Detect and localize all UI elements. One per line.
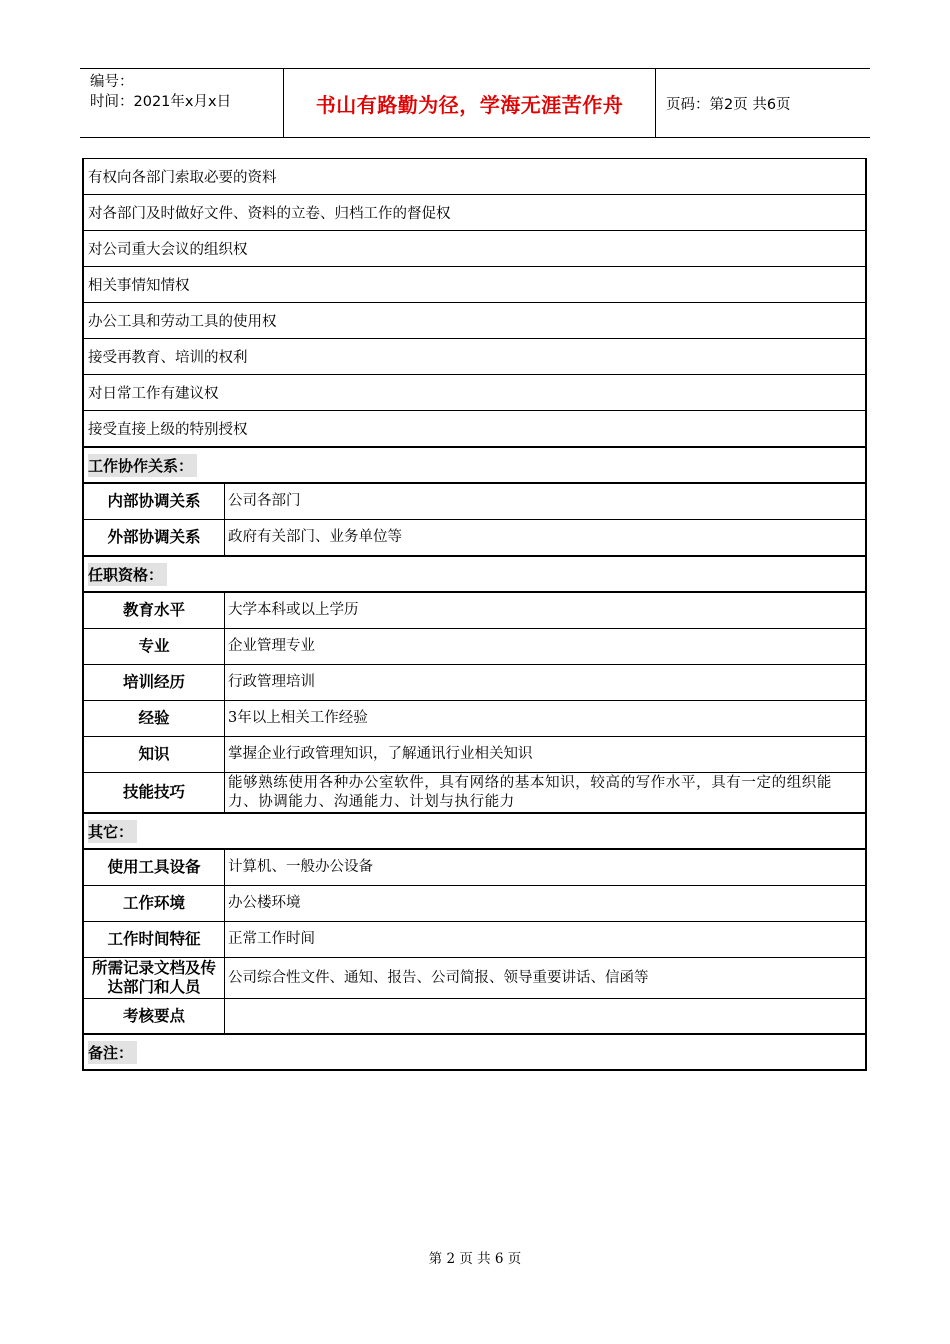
field-value: 计算机、一般办公设备 <box>228 859 373 875</box>
field-value: 能够熟练使用各种办公室软件，具有网络的基本知识，较高的写作水平，具有一定的组织能力、协调能力、沟通能力、计划与执行能力 <box>228 775 832 810</box>
header-motto: 书山有路勤为径，学海无涯苦作舟 <box>283 69 656 137</box>
job-description-table <box>82 158 867 1071</box>
field-value: 公司综合性文件、通知、报告、公司简报、领导重要讲话、信函等 <box>228 969 649 986</box>
table-row <box>84 195 865 231</box>
right-item: 对公司重大会议的组织权 <box>88 242 248 258</box>
field-label: 专业 <box>84 629 225 664</box>
table-row <box>84 231 865 267</box>
header-page-number: 页码：第2页 共6页 <box>666 96 791 113</box>
field-label: 工作时间特征 <box>84 922 225 957</box>
right-item: 有权向各部门索取必要的资料 <box>88 170 277 186</box>
field-value: 公司各部门 <box>228 493 301 509</box>
section-header-other <box>84 814 865 850</box>
right-item: 对各部门及时做好文件、资料的立卷、归档工作的督促权 <box>88 206 451 222</box>
table-row <box>84 159 865 195</box>
right-item: 接受直接上级的特别授权 <box>88 422 248 438</box>
table-row <box>84 737 865 773</box>
section-title: 备注： <box>88 1041 137 1064</box>
field-value: 办公楼环境 <box>228 895 301 911</box>
table-row <box>84 850 865 886</box>
right-item: 接受再教育、培训的权利 <box>88 350 248 366</box>
table-row <box>84 701 865 737</box>
field-label: 所需记录文档及传达部门和人员 <box>84 958 225 998</box>
field-value: 企业管理专业 <box>228 638 315 654</box>
section-header-qualification <box>84 557 865 593</box>
right-item: 办公工具和劳动工具的使用权 <box>88 314 277 330</box>
field-label: 经验 <box>84 701 225 736</box>
field-label: 工作环境 <box>84 886 225 921</box>
table-row <box>84 303 865 339</box>
page-footer: 第 2 页 共 6 页 <box>428 1251 522 1267</box>
table-row <box>84 886 865 922</box>
table-row <box>84 267 865 303</box>
header-meta <box>80 69 283 137</box>
table-row <box>84 411 865 448</box>
right-item: 相关事情知情权 <box>88 278 190 294</box>
field-label: 考核要点 <box>84 999 225 1033</box>
field-label: 内部协调关系 <box>84 484 225 519</box>
table-row <box>84 922 865 958</box>
table-row <box>84 339 865 375</box>
document-number-label: 编号： <box>90 74 134 90</box>
field-value: 政府有关部门、业务单位等 <box>228 529 402 545</box>
field-label: 知识 <box>84 737 225 772</box>
field-value: 行政管理培训 <box>228 674 315 690</box>
table-row <box>84 629 865 665</box>
field-value: 正常工作时间 <box>228 931 315 947</box>
field-label: 使用工具设备 <box>84 850 225 885</box>
table-row <box>84 484 865 520</box>
section-header-remarks <box>84 1035 865 1069</box>
field-value: 大学本科或以上学历 <box>228 602 359 618</box>
section-title: 工作协作关系： <box>88 454 197 477</box>
section-title: 其它： <box>88 820 137 843</box>
table-row <box>84 958 865 999</box>
table-row <box>84 773 865 814</box>
field-label: 技能技巧 <box>84 773 225 812</box>
section-title: 任职资格： <box>88 563 167 586</box>
field-label: 教育水平 <box>84 593 225 628</box>
table-row <box>84 665 865 701</box>
section-header-cooperation <box>84 448 865 484</box>
field-value: 掌握企业行政管理知识，了解通讯行业相关知识 <box>228 746 533 762</box>
table-row <box>84 999 865 1035</box>
table-row <box>84 375 865 411</box>
field-label: 培训经历 <box>84 665 225 700</box>
page-header <box>80 68 870 138</box>
table-row <box>84 520 865 557</box>
right-item: 对日常工作有建议权 <box>88 386 219 402</box>
field-value <box>225 999 865 1033</box>
field-label: 外部协调关系 <box>84 520 225 555</box>
document-time-label: 时间：2021年x月x日 <box>90 94 232 110</box>
table-row <box>84 593 865 629</box>
field-value: 3年以上相关工作经验 <box>228 710 368 726</box>
